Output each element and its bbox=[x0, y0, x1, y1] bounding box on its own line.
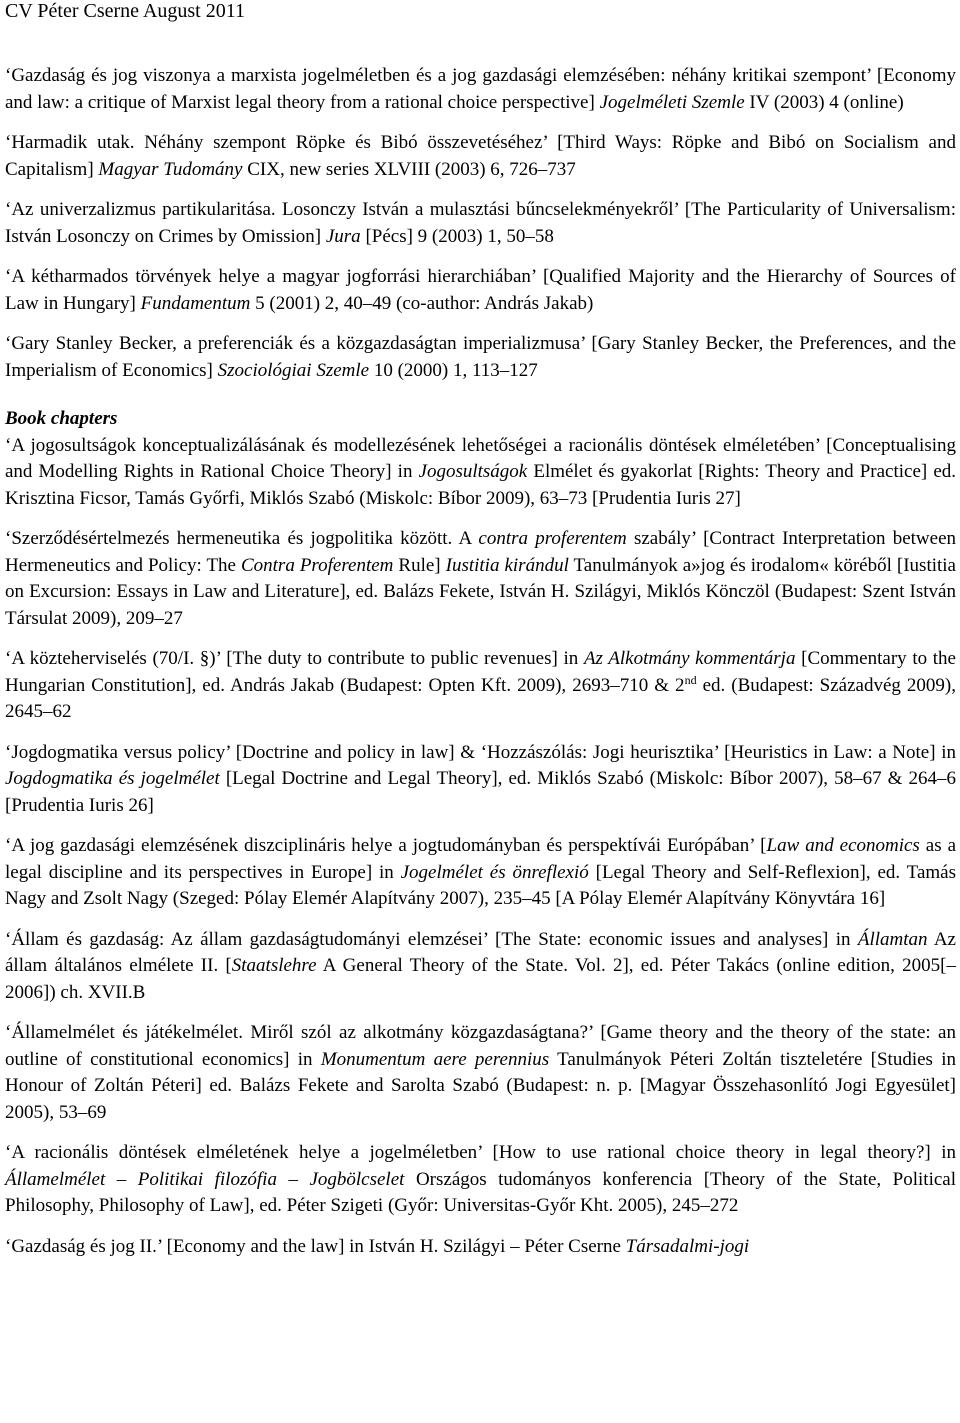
publication-entry bbox=[5, 264, 956, 317]
entry-text: ‘A jog gazdasági elemzésének diszciplináris helye a jogtudományban és perspektívái Európában’ [ bbox=[5, 835, 767, 856]
book-chapter-list bbox=[5, 433, 956, 1261]
italic-title-text: Szociológiai Szemle bbox=[217, 359, 370, 381]
entry-text: ed. (Budapest: Századvég 2009), 2645–62 bbox=[5, 674, 957, 722]
book-chapter-entry bbox=[5, 1140, 956, 1220]
entry-text: Elmélet és gyakorlat [Rights: Theory and Practice] ed. Krisztina Ficsor, Tamás Győrfi, Miklós Szabó (Miskolc: Bíbor 2009), 63–73 [Prudentia Iuris 27] bbox=[5, 461, 956, 509]
section-heading-book-chapters: Book chapters bbox=[5, 408, 118, 429]
italic-title-text: Államelmélet – Politikai filozófia – Jogbölcselet bbox=[5, 1168, 405, 1190]
entry-text: IV (2003) 4 (online) bbox=[744, 91, 904, 113]
entry-text: Tanulmányok a»jog és irodalom« köréből [Iustitia on Excursion: Essays in Law and Literature], ed. Balázs Fekete, István H. Szilágyi, Miklós Könczöl (Budapest: Szent István Társulat 2009), 209–27 bbox=[5, 554, 956, 629]
entry-text: Tanulmányok Péteri Zoltán tiszteletére [Studies in Honour of Zoltán Péteri] ed. Balázs Fekete and Sarolta Szabó (Budapest: n. p. [Magyar Összehasonlító Jogi Egyesület] 2005), 53–69 bbox=[5, 1048, 957, 1123]
running-head: CV Péter Cserne August 2011 bbox=[5, 0, 245, 22]
publication-entry bbox=[5, 63, 956, 116]
entry-text: ‘Gazdaság és jog II.’ [Economy and the law] in István H. Szilágyi – Péter Cserne bbox=[5, 1235, 626, 1257]
entry-text: Rule] bbox=[393, 554, 446, 576]
book-chapter-entry bbox=[5, 1234, 956, 1261]
italic-title-text: Államtan bbox=[857, 928, 928, 950]
italic-title-text: Iustitia kirándul bbox=[445, 554, 569, 576]
entry-text: [Pécs] 9 (2003) 1, 50–58 bbox=[360, 225, 554, 247]
entry-text: szabály’ [Contract Interpretation between Hermeneutics and Policy: The bbox=[5, 528, 956, 576]
book-chapter-entry bbox=[5, 740, 956, 820]
entry-text: ‘Államelmélet és játékelmélet. Miről szól az alkotmány közgazdaságtana?’ [Game theory and the theory of the state: an outline of constitutional economics] in bbox=[5, 1022, 956, 1070]
italic-title-text: Staatslehre bbox=[231, 955, 317, 976]
italic-title-text: Monumentum aere perennius bbox=[320, 1048, 550, 1070]
book-chapter-entry bbox=[5, 433, 956, 513]
entry-text: ‘Az univerzalizmus partikularitása. Losonczy István a mulasztási bűncselekményekről’ [The Particularity of Universalism: István Losonczy on Crimes by Omission] bbox=[5, 199, 956, 247]
entry-text: ‘A jogosultságok konceptualizálásának és modellezésének lehetőségei a racionális döntések elméletében’ [Conceptualising and Modelling Rights in Rational Choice Theory] in bbox=[5, 434, 956, 482]
book-chapter-entry bbox=[5, 646, 956, 726]
entry-text: 10 (2000) 1, 113–127 bbox=[369, 359, 538, 381]
publication-entry bbox=[5, 331, 956, 384]
italic-title-text: Law and economics bbox=[766, 835, 920, 856]
book-chapter-entry bbox=[5, 1020, 956, 1126]
book-chapter-entry bbox=[5, 526, 956, 632]
entry-text: ‘Jogdogmatika versus policy’ [Doctrine and policy in law] & ‘Hozzászólás: Jogi heurisztika’ [Heuristics in Law: a Note] in bbox=[5, 741, 956, 763]
entry-text: [Legal Theory and Self-Reflexion], ed. Tamás Nagy and Zsolt Nagy (Szeged: Pólay Elemér Alapítvány 2007), 235–45 [A Pólay Elemér Alapítvány Könyvtára 16] bbox=[5, 861, 956, 909]
entry-text: A General Theory of the State. Vol. 2], ed. Péter Takács (online edition, 2005[–2006]) ch. XVII.B bbox=[5, 955, 956, 1003]
entry-text: [Legal Doctrine and Legal Theory], ed. Miklós Szabó (Miskolc: Bíbor 2007), 58–67 & 264–6 [Prudentia Iuris 26] bbox=[5, 768, 956, 816]
italic-title-text: Az Alkotmány kommentárja bbox=[583, 648, 796, 669]
italic-title-text: Társadalmi-jogi bbox=[625, 1235, 750, 1257]
entry-text: 5 (2001) 2, 40–49 (co-author: András Jakab) bbox=[250, 292, 594, 314]
article-list bbox=[5, 63, 956, 384]
entry-text: as a legal discipline and its perspectives in Europe] in bbox=[5, 835, 957, 883]
entry-text: Az állam általános elmélete II. [ bbox=[5, 928, 956, 976]
entry-text: ‘A közteherviselés (70/I. §)’ [The duty to contribute to public revenues] in bbox=[5, 648, 584, 669]
italic-title-text: contra proferentem bbox=[478, 528, 627, 549]
entry-text: [Commentary to the Hungarian Constitution], ed. András Jakab (Budapest: Opten Kft. 2009), 2693–710 & 2 bbox=[5, 648, 956, 696]
italic-title-text: Jogdogmatika és jogelmélet bbox=[5, 768, 220, 789]
entry-text: ‘A racionális döntések elméletének helye a jogelméletben’ [How to use rational choice theory in legal theory?] in bbox=[5, 1142, 956, 1163]
italic-title-text: Magyar Tudomány bbox=[98, 158, 243, 180]
entry-text: ‘Szerződésértelmezés hermeneutika és jogpolitika között. A bbox=[5, 528, 479, 549]
italic-title-text: Fundamentum bbox=[140, 292, 251, 314]
publication-entry bbox=[5, 197, 956, 250]
italic-title-text: Jogelmélet és önreflexió bbox=[400, 861, 589, 883]
superscript-text: nd bbox=[684, 672, 697, 687]
entry-text: ‘Gary Stanley Becker, a preferenciák és a közgazdaságtan imperializmusa’ [Gary Stanley Becker, the Preferences, and the Imperialism of Economics] bbox=[5, 333, 956, 381]
entry-text: ‘Harmadik utak. Néhány szempont Röpke és Bibó összevetéséhez’ [Third Ways: Röpke and Bibó on Socialism and Capitalism] bbox=[5, 132, 956, 180]
book-chapter-entry bbox=[5, 833, 956, 913]
italic-title-text: Jogelméleti Szemle bbox=[599, 91, 745, 113]
entry-text: ‘A kétharmados törvények helye a magyar jogforrási hierarchiában’ [Qualified Majority and the Hierarchy of Sources of Law in Hungary] bbox=[5, 266, 956, 314]
entry-text: CIX, new series XLVIII (2003) 6, 726–737 bbox=[242, 158, 576, 180]
italic-title-text: Contra Proferentem bbox=[240, 554, 394, 576]
entry-text: ‘Állam és gazdaság: Az állam gazdaságtudományi elemzései’ [The State: economic issues and analyses] in bbox=[5, 928, 858, 950]
italic-title-text: Jura bbox=[325, 225, 361, 247]
entry-text: Országos tudományos konferencia [Theory of the State, Political Philosophy, Philosophy of Law], ed. Péter Szigeti (Győr: Universitas-Győr Kht. 2005), 245–272 bbox=[5, 1168, 956, 1216]
book-chapter-entry bbox=[5, 927, 956, 1007]
entry-text: ‘Gazdaság és jog viszonya a marxista jogelméletben és a jog gazdasági elemzésében: néhány kritikai szempont’ [Economy and law: a critique of Marxist legal theory from a rational choice perspective] bbox=[5, 65, 956, 113]
publication-entry bbox=[5, 130, 956, 183]
italic-title-text: Jogosultságok bbox=[418, 461, 528, 482]
